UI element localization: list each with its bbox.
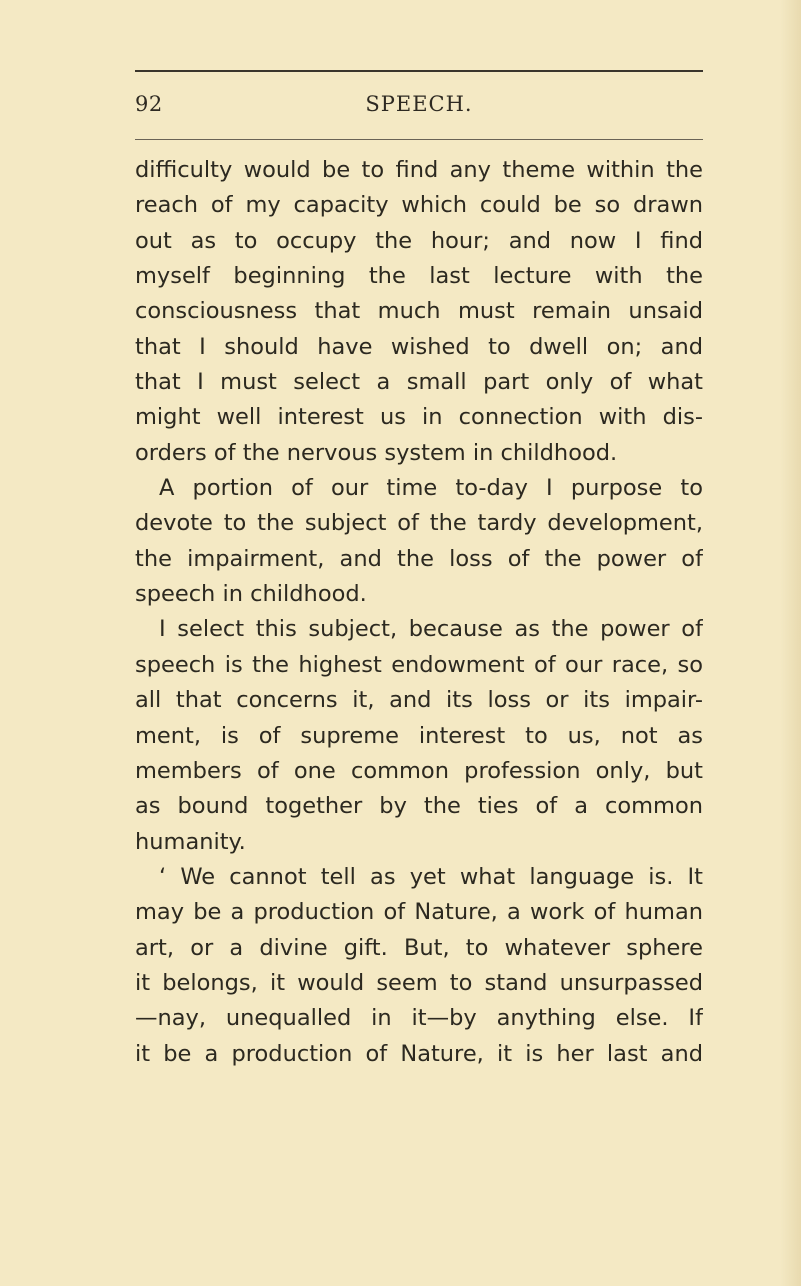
text-line: out as to occupy the hour; and now I find [135,227,703,254]
text-line: reach of my capacity which could be so drawn [135,192,703,219]
text-line: speech is the highest endowment of our race, so [135,651,703,678]
text-line: ‘ We cannot tell as yet what language is. It [159,863,703,890]
running-title: SPEECH. [365,92,473,116]
running-head [135,88,703,120]
page-number: 92 [135,92,163,116]
body-text [135,153,703,1072]
text-line: ment, is of supreme interest to us, not as [135,722,703,749]
header-rule-bottom [135,139,703,140]
text-line: A portion of our time to-day I purpose to [159,475,703,502]
text-line: it be a production of Nature, it is her last and [135,1040,703,1067]
text-line: it belongs, it would seem to stand unsurpassed [135,969,703,996]
header-rule-top [135,70,703,72]
text-line: art, or a divine gift. But, to whatever sphere [135,934,703,961]
text-line: speech in childhood. [135,581,367,608]
text-line: that I must select a small part only of what [135,369,703,396]
text-line: that I should have wished to dwell on; and [135,333,703,360]
text-line: orders of the nervous system in childhood. [135,439,618,466]
text-line: consciousness that much must remain unsaid [135,298,703,325]
text-line: all that concerns it, and its loss or its impair- [135,687,703,714]
text-line: as bound together by the ties of a common [135,793,703,820]
text-line: myself beginning the last lecture with the [135,263,703,290]
text-line: might well interest us in connection with dis- [135,404,703,431]
text-line: members of one common profession only, but [135,757,703,784]
text-line: may be a production of Nature, a work of human [135,899,703,926]
text-line: devote to the subject of the tardy development, [135,510,703,537]
text-line: difficulty would be to find any theme within the [135,157,703,183]
text-line: I select this subject, because as the power of [159,616,703,643]
text-line: —nay, unequalled in it—by anything else. If [135,1005,703,1032]
text-line: the impairment, and the loss of the power of [135,545,703,572]
text-line: humanity. [135,828,246,855]
